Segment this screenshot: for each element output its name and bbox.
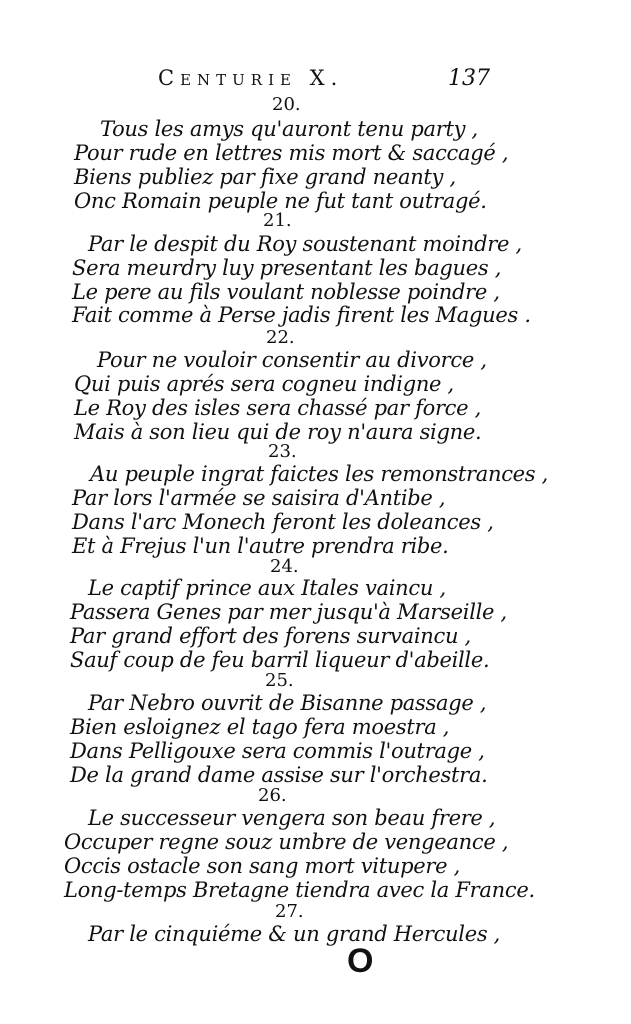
verse-line: Fait comme à Perse jadis firent les Magues . [72, 303, 531, 327]
verse-line: Par le despit du Roy soustenant moindre , [88, 232, 522, 256]
verse-line: Sera meurdry luy presentant les bagues , [72, 256, 502, 280]
verse-line: Et à Frejus l'un l'autre prendra ribe. [72, 534, 449, 558]
verse-line: Par Nebro ouvrit de Bisanne passage , [88, 691, 487, 715]
verse-line: Tous les amys qu'auront tenu party , [100, 117, 478, 141]
verse-line: Pour rude en lettres mis mort & saccagé , [74, 141, 509, 165]
quatrain-number: 20. [272, 94, 301, 115]
verse-line: Dans l'arc Monech feront les doleances , [72, 510, 494, 534]
verse-line: Le captif prince aux Itales vaincu , [88, 576, 446, 600]
verse-line: Sauf coup de feu barril liqueur d'abeille. [70, 648, 490, 672]
verse-line: Le pere au fils voulant noblesse poindre , [72, 280, 500, 304]
verse-line: Onc Romain peuple ne fut tant outragé. [74, 189, 487, 213]
quatrain-number: 23. [268, 441, 297, 462]
verse-line: Par le cinquiéme & un grand Hercules , [88, 922, 501, 946]
signature-mark: O [347, 942, 374, 980]
verse-line: Par grand effort des forens survaincu , [70, 624, 471, 648]
quatrain-number: 24. [270, 556, 299, 577]
quatrain-number: 26. [258, 785, 287, 806]
verse-line: Occuper regne souz umbre de vengeance , [64, 830, 509, 854]
verse-line: Le successeur vengera son beau frere , [88, 806, 496, 830]
verse-line: Le Roy des isles sera chassé par force , [74, 396, 482, 420]
verse-line: Occis ostacle son sang mort vitupere , [64, 854, 460, 878]
quatrain-number: 22. [266, 327, 295, 348]
verse-line: Long-temps Bretagne tiendra avec la France. [64, 878, 535, 902]
verse-line: De la grand dame assise sur l'orchestra. [70, 763, 488, 787]
verse-line: Dans Pelligouxe sera commis l'outrage , [70, 739, 485, 763]
verse-line: Par lors l'armée se saisira d'Antibe , [72, 486, 446, 510]
running-title: Centurie X. [158, 66, 344, 90]
quatrain-number: 25. [265, 670, 294, 691]
verse-line: Biens publiez par fixe grand neanty , [74, 165, 456, 189]
verse-line: Pour ne vouloir consentir au divorce , [97, 348, 487, 372]
verse-line: Bien esloignez el tago fera moestra , [70, 715, 450, 739]
quatrain-number: 21. [263, 210, 292, 231]
verse-line: Au peuple ingrat faictes les remonstrances , [90, 462, 549, 486]
verse-line: Passera Genes par mer jusqu'à Marseille , [70, 600, 507, 624]
page-header [150, 66, 490, 100]
verse-line: Mais à son lieu qui de roy n'aura signe. [74, 420, 482, 444]
verse-line: Qui puis aprés sera cogneu indigne , [74, 372, 454, 396]
quatrain-number: 27. [275, 901, 304, 922]
page-number: 137 [448, 66, 490, 91]
